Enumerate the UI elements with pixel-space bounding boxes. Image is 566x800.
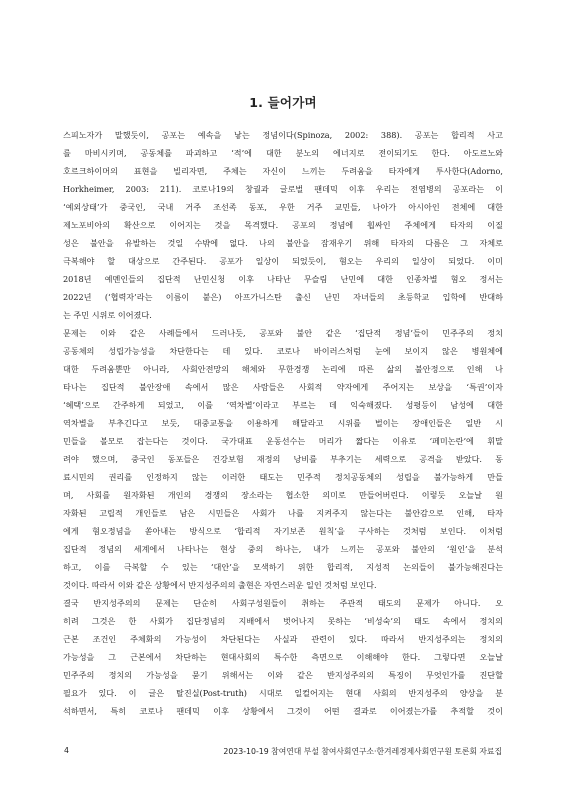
text-line: 제노포비아의 확산으로 이어지는 것을 목격했다. 공포의 정념에 휩싸인 주체에게 타자의 이질 xyxy=(63,220,503,230)
text-line: 민주주의 정치의 가능성을 묻기 위해서는 이와 같은 반지성주의의 특징이 무엇인가를 진단할 xyxy=(63,670,503,680)
text-line: 민들을 볼모로 잡는다는 것이다. 국가대표 운동선수는 머리가 짧다는 이유로 ‘페미논란’에 휘말 xyxy=(63,436,503,446)
text-line: 대한 두려움뿐만 아니라, 사회안전망의 해체와 무한경쟁 논리에 따른 삶의 불안정으로 인해 나 xyxy=(63,364,503,374)
page-number: 4 xyxy=(64,746,69,755)
text-line: 것이다. 따라서 이와 같은 상황에서 반지성주의의 출현은 자연스러운 일인 것처럼 보인다. xyxy=(63,580,377,590)
text-line: 료시민의 권리를 인정하지 않는 이러한 태도는 민주적 정치공동체의 성립을 불가능하게 만들 xyxy=(63,472,503,482)
section-title: 1. 들어가며 xyxy=(249,95,317,110)
body-text xyxy=(63,126,503,720)
text-line: 성은 불안을 유발하는 것일 수밖에 없다. 나의 불안을 잠재우기 위해 타자의 다름은 그 자체로 xyxy=(63,238,503,248)
text-line: 2018년 예멘인들의 집단적 난민신청 이후 나타난 무슬림 난민에 대한 인종차별 혐오 정서는 xyxy=(63,274,503,284)
text-line: 집단적 정념의 세계에서 나타나는 현상 중의 하나는, 내가 느끼는 공포와 불안의 ‘원인’을 분석 xyxy=(63,544,503,554)
text-line: 호르크하이머의 표현을 빌리자면, 주체는 자신이 느끼는 두려움을 타자에게 투사한다(Adorno, xyxy=(63,166,503,176)
text-line: 자화된 고립적 개인들로 남은 시민들은 사회가 나를 지켜주지 않는다는 불안감으로 인해, 타자 xyxy=(63,508,503,518)
text-line: 를 마비시키며, 공동체를 파괴하고 ‘적’에 대한 분노의 에너지로 전이되기도 한다. 아도르노와 xyxy=(63,148,503,158)
paragraph xyxy=(63,594,503,720)
text-line: 려야 했으며, 중국인 동포들은 건강보험 재정의 낭비를 부추기는 세력으로 공격을 받았다. 동 xyxy=(63,454,503,464)
text-line: 극복해야 할 대상으로 간주된다. 공포가 일상이 되었듯이, 혐오는 우리의 일상이 되었다. 이미 xyxy=(63,256,503,266)
text-line: 문제는 이와 같은 사례들에서 드러나듯, 공포와 불안 같은 ‘집단적 정념’들이 민주주의 정치 xyxy=(63,328,503,338)
text-line: ‘혜택’으로 간주하게 되었고, 이를 ‘역차별’이라고 부르는 데 익숙해졌다. 성평등이 남성에 대한 xyxy=(63,400,503,410)
footer-text: 2023-10-19 참여연대 부설 참여사회연구소·한겨레경제사회연구원 토론회 자료집 xyxy=(223,747,502,756)
text-line: 석하면서, 특히 코로나 팬데믹 이후 상황에서 그것이 어떤 결과로 이어졌는가를 추적할 것이 xyxy=(63,706,503,716)
paragraph xyxy=(63,126,503,324)
text-line: 가능성을 그 근본에서 차단하는 현대사회의 특수한 측면으로 이해해야 한다. 그렇다면 오늘날 xyxy=(63,652,503,662)
page-footer xyxy=(0,746,566,760)
text-line: 2022년 (‘협력자’라는 이름이 붙은) 아프가니스탄 출신 난민 자녀들의 초등학교 입학에 반대하 xyxy=(63,292,503,302)
text-line: 스피노자가 말했듯이, 공포는 예속을 낳는 정념이다(Spinoza, 2002: 388). 공포는 합리적 사고 xyxy=(63,130,503,140)
text-line: 에게 혐오정념을 쏟아내는 방식으로 ‘합리적 자기보존 원칙’을 구사하는 것처럼 보인다. 이처럼 xyxy=(63,526,503,536)
text-line: 필요가 있다. 이 글은 탈진실(Post-truth) 시대로 일컬어지는 현대 사회의 반지성주의 양상을 분 xyxy=(63,688,503,698)
paragraph xyxy=(63,324,503,594)
text-line: 는 주민 시위로 이어졌다. xyxy=(63,310,152,320)
text-line: ‘예외상태’가 중국인, 국내 거주 조선족 동포, 우한 거주 교민들, 나아가 아시아인 전체에 대한 xyxy=(63,202,503,212)
text-line: 하고, 이를 극복할 수 있는 ‘대안’을 모색하기 위한 합리적, 지성적 논의들이 불가능해진다는 xyxy=(63,562,503,572)
text-line: 타나는 집단적 불안장애 속에서 많은 사람들은 사회적 약자에게 주어지는 보상을 ‘특권’이자 xyxy=(63,382,503,392)
text-line: 결국 반지성주의의 문제는 단순히 사회구성원들이 취하는 주관적 태도의 문제가 아니다. 오 xyxy=(63,598,503,608)
text-line: Horkheimer, 2003: 211). 코로나19의 창궐과 글로벌 팬데믹 이후 우리는 전염병의 공포라는 이 xyxy=(63,184,503,194)
text-line: 공동체의 성립가능성을 차단한다는 데 있다. 코로나 바이러스처럼 눈에 보이지 않은 병원체에 xyxy=(63,346,503,356)
text-line: 근본 조건인 주체화의 가능성이 차단된다는 사실과 관련이 있다. 따라서 반지성주의는 정치의 xyxy=(63,634,503,644)
text-line: 역차별을 부추긴다고 보듯, 대중교통을 이용하게 해달라고 시위를 벌이는 장애인들은 일반 시 xyxy=(63,418,503,428)
text-line: 히려 그것은 한 사회가 집단정념의 지배에서 벗어나지 못하는 ‘비성숙’의 태도 속에서 정치의 xyxy=(63,616,503,626)
text-line: 며, 사회를 원자화된 개인의 경쟁의 장소라는 협소한 의미로 만들어버린다. 이렇듯 오늘날 원 xyxy=(63,490,503,500)
